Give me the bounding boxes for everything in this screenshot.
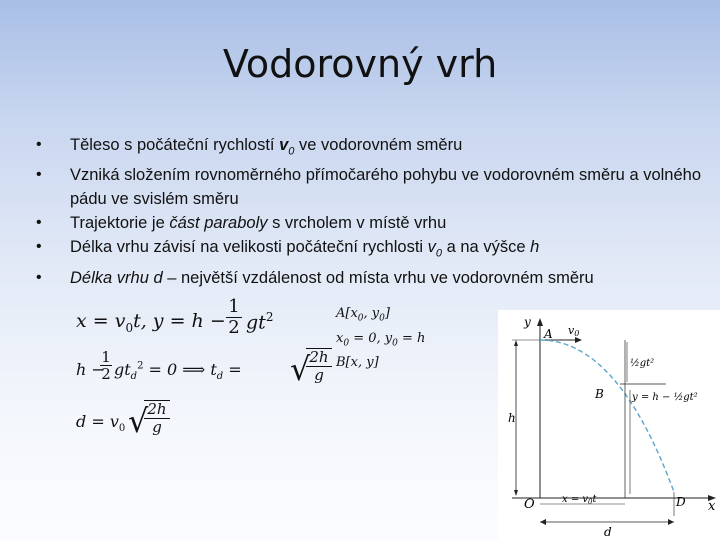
eq3-lhs: d = v (76, 412, 119, 431)
eq1-tail: gt (246, 311, 266, 334)
points-notation (336, 304, 456, 373)
eq3-rad-num: 2h (147, 400, 167, 418)
point-a-sub: 0 (357, 313, 364, 324)
bullet-text: h (530, 238, 540, 257)
bullet-text: s vrcholem v místě vrhu (267, 214, 447, 233)
y-axis-label: y (524, 315, 531, 329)
bullet-text: Těleso s počáteční rychlostí (70, 136, 280, 154)
bullet-text: 0 (435, 247, 443, 260)
bullet-text: v (427, 238, 436, 257)
eq1-rhs: t, y = h − (133, 310, 226, 332)
x-axis-label: x (708, 499, 716, 514)
eq2-sub-d2: d (216, 371, 224, 383)
trajectory-diagram (498, 310, 720, 540)
bullet-text: Délka vrhu d (70, 268, 163, 287)
eq1-sup: 2 (265, 310, 274, 324)
bullet-item (30, 266, 710, 290)
range-label: d (604, 525, 612, 539)
point-a-sub2: 0 (379, 313, 385, 324)
eq1-frac-num: 1 (228, 296, 240, 317)
equation-trajectory (76, 298, 276, 340)
origin-label: O (524, 497, 535, 512)
y-axis-arrow (537, 318, 543, 326)
point-a-mid: , y (363, 306, 380, 321)
bullet-text: a na výšce (442, 238, 531, 257)
point-b-label: B (595, 387, 604, 401)
y-equation-label: y = h − ½gt² (632, 392, 698, 403)
bullet-item (30, 211, 710, 235)
eq2-frac-num: 1 (101, 348, 111, 366)
eq3-radical-sign: √ (128, 402, 149, 440)
cond-x: x (336, 330, 344, 346)
bullet-item (30, 133, 710, 163)
point-d-label: D (676, 495, 686, 509)
point-a-line (336, 304, 456, 329)
bullet-item (30, 163, 710, 211)
point-b: B[x, y] (336, 355, 379, 371)
bullet-text: v (279, 136, 289, 154)
eq2-radical-sign: √ (290, 350, 311, 388)
bullet-item (30, 235, 710, 265)
bullet-text: ve vodorovném směru (294, 136, 463, 154)
equation-range (76, 399, 186, 445)
eq1-lhs: x = v (76, 310, 126, 332)
eq2-rad-num: 2h (309, 348, 329, 366)
eq1-sub: 0 (125, 320, 134, 335)
eq2-rad-den: g (314, 366, 324, 384)
initial-condition (336, 329, 456, 354)
equation-fall-time (76, 347, 329, 393)
bullet-text: část paraboly (169, 214, 268, 233)
point-a: A[x (336, 306, 358, 321)
trajectory-figure (498, 310, 720, 540)
bullet-text: – největší vzdálenost od místa vrhu ve vodorovném směru (162, 268, 594, 287)
eq2-g: gt (114, 360, 131, 379)
slide-title: Vodorovný vrh (222, 42, 498, 86)
half-gt2-label: ½gt² (630, 358, 655, 369)
v0-label: v0 (568, 324, 580, 338)
eq1-frac-den: 2 (228, 317, 240, 338)
eq2-frac-den: 2 (101, 365, 111, 383)
eq2-sup: 2 (137, 360, 144, 372)
eq3-sub: 0 (118, 423, 126, 435)
bullet-text: Délka vrhu závisí na velikosti počáteční rychlosti (70, 238, 428, 257)
bullet-list (30, 133, 710, 290)
bullet-text: 0 (288, 145, 295, 158)
eq2-sub-d: d (130, 371, 138, 383)
eq2-mid: = 0 ⟹ t (148, 360, 217, 379)
bullet-text: Trajektorie je (70, 214, 170, 233)
point-a-label: A (544, 327, 553, 341)
eq3-rad-den: g (152, 418, 162, 436)
eq2-lhs: h − (76, 360, 105, 379)
height-label: h (508, 411, 516, 425)
cond-end: = h (397, 330, 426, 346)
cond-sub: 0 (343, 338, 350, 349)
eq2-eq: = (228, 360, 242, 379)
cond-sub2: 0 (392, 338, 398, 349)
cond-mid: = 0, y (349, 330, 393, 346)
point-a-end: ] (384, 306, 390, 321)
x-equation-label: $x = v_0t$ (562, 494, 597, 506)
bullet-text: Vzniká složením rovnoměrného přímočarého pohybu ve vodorovném směru a volného pádu ve svislém směru (70, 166, 702, 209)
